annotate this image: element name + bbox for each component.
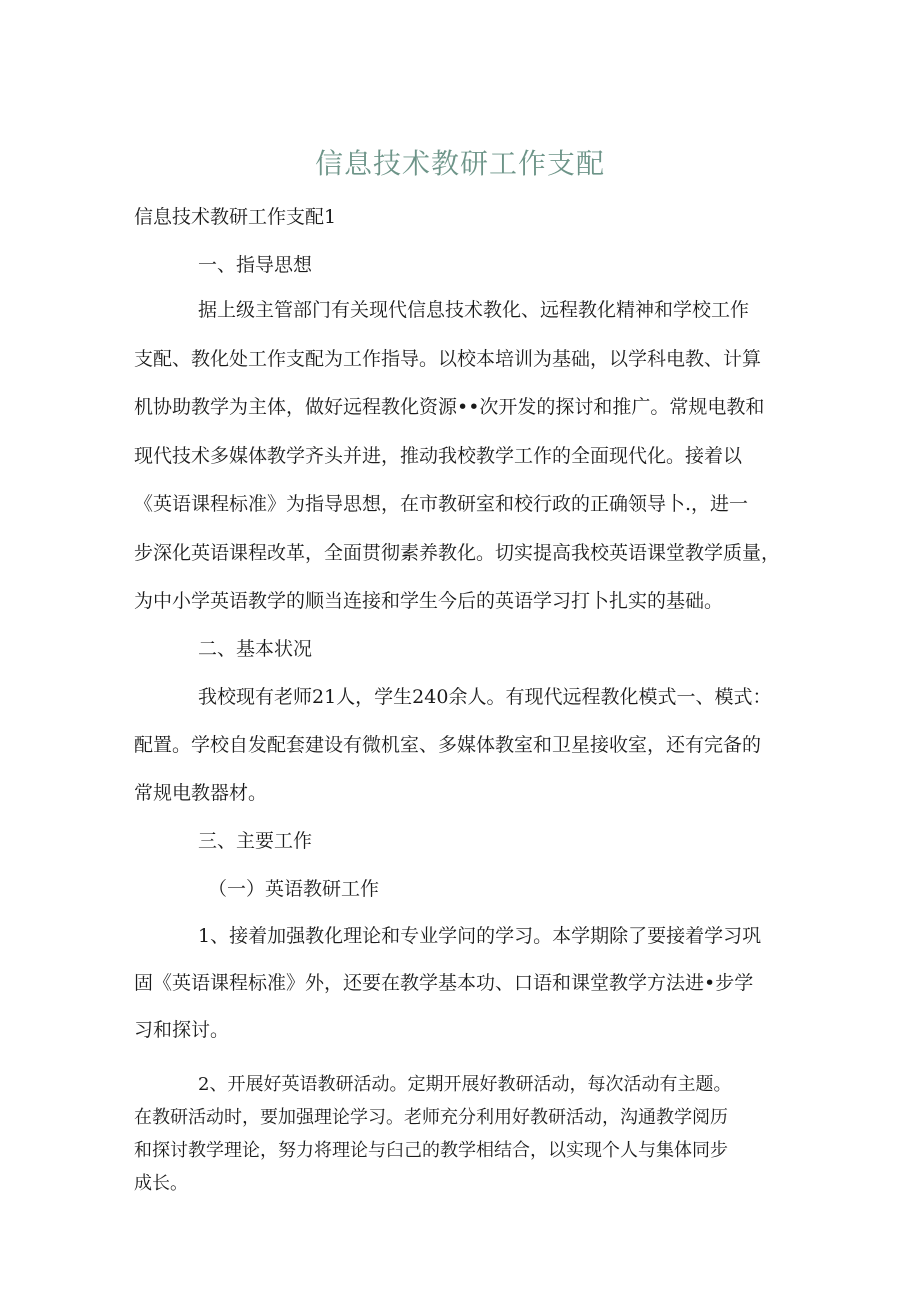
document-title: 信息技术教研工作支配 [314,147,605,180]
section-heading-guiding-ideology: 一、指导思想 [198,254,313,276]
paragraph-line: 习和探讨。 [134,1019,230,1041]
document-subtitle: 信息技术教研工作支配1 [134,206,337,228]
paragraph-line: 常规电教器材。 [134,782,268,804]
paragraph-line: 机协助教学为主体，做好远程教化资源••次开发的探讨和推广。常规电教和 [134,396,765,418]
paragraph-line: 据上级主管部门有关现代信息技术教化、远程教化精神和学校工作 [198,299,750,321]
paragraph-line: 和探讨教学理论，努力将理论与臼己的教学相结合，以实现个人与集体同步 [134,1140,728,1161]
section-heading-basic-situation: 二、基本状况 [198,638,313,660]
paragraph-line: 支配、教化处工作支配为工作指导。以校本培训为基础，以学科电教、计算 [134,347,762,370]
paragraph-guiding-ideology [134,286,790,626]
paragraph-line: 固《英语课程标准》外，还要在教学基本功、口语和课堂教学方法进•步学 [134,972,754,994]
paragraph-line: 现代技术多媒体教学齐头并进，推动我校教学工作的全面现代化。接着以 [134,444,743,467]
section-heading-main-work: 三、主要工作 [198,830,313,852]
paragraph-line: 我校现有老师21人，学生240余人。有现代远程教化模式一、模式： [198,686,772,708]
paragraph-item-2 [134,1068,790,1200]
paragraph-line: 步深化英语课程改革，全面贯彻素养教化。切实提高我校英语课堂教学质量， [134,541,781,564]
paragraph-line: 1、接着加强教化理论和专业学问的学习。本学期除了要接着学习巩 [198,925,762,947]
subsection-heading-english-research: （一）英语教研工作 [208,878,380,900]
paragraph-basic-situation [134,673,790,817]
paragraph-line: 在教研活动时，要加强理论学习。老师充分利用好教研活动，沟通教学阅历 [134,1107,728,1128]
paragraph-line: 成长。 [134,1173,188,1194]
paragraph-line: 配置。学校自发配套建设有微机室、多媒体教室和卫星接收室，还有完备的 [134,734,762,756]
paragraph-line: 为中小学英语教学的顺当连接和学生今后的英语学习打卜扎实的基础。 [134,590,724,612]
paragraph-item-1 [134,913,790,1054]
paragraph-line: 《英语课程标准》为指导思想，在市教研室和校行政的正确领导卜.，进一 [134,493,749,515]
paragraph-line: 2、开展好英语教研活动。定期开展好教研活动，每次活动有主题。 [198,1074,732,1095]
